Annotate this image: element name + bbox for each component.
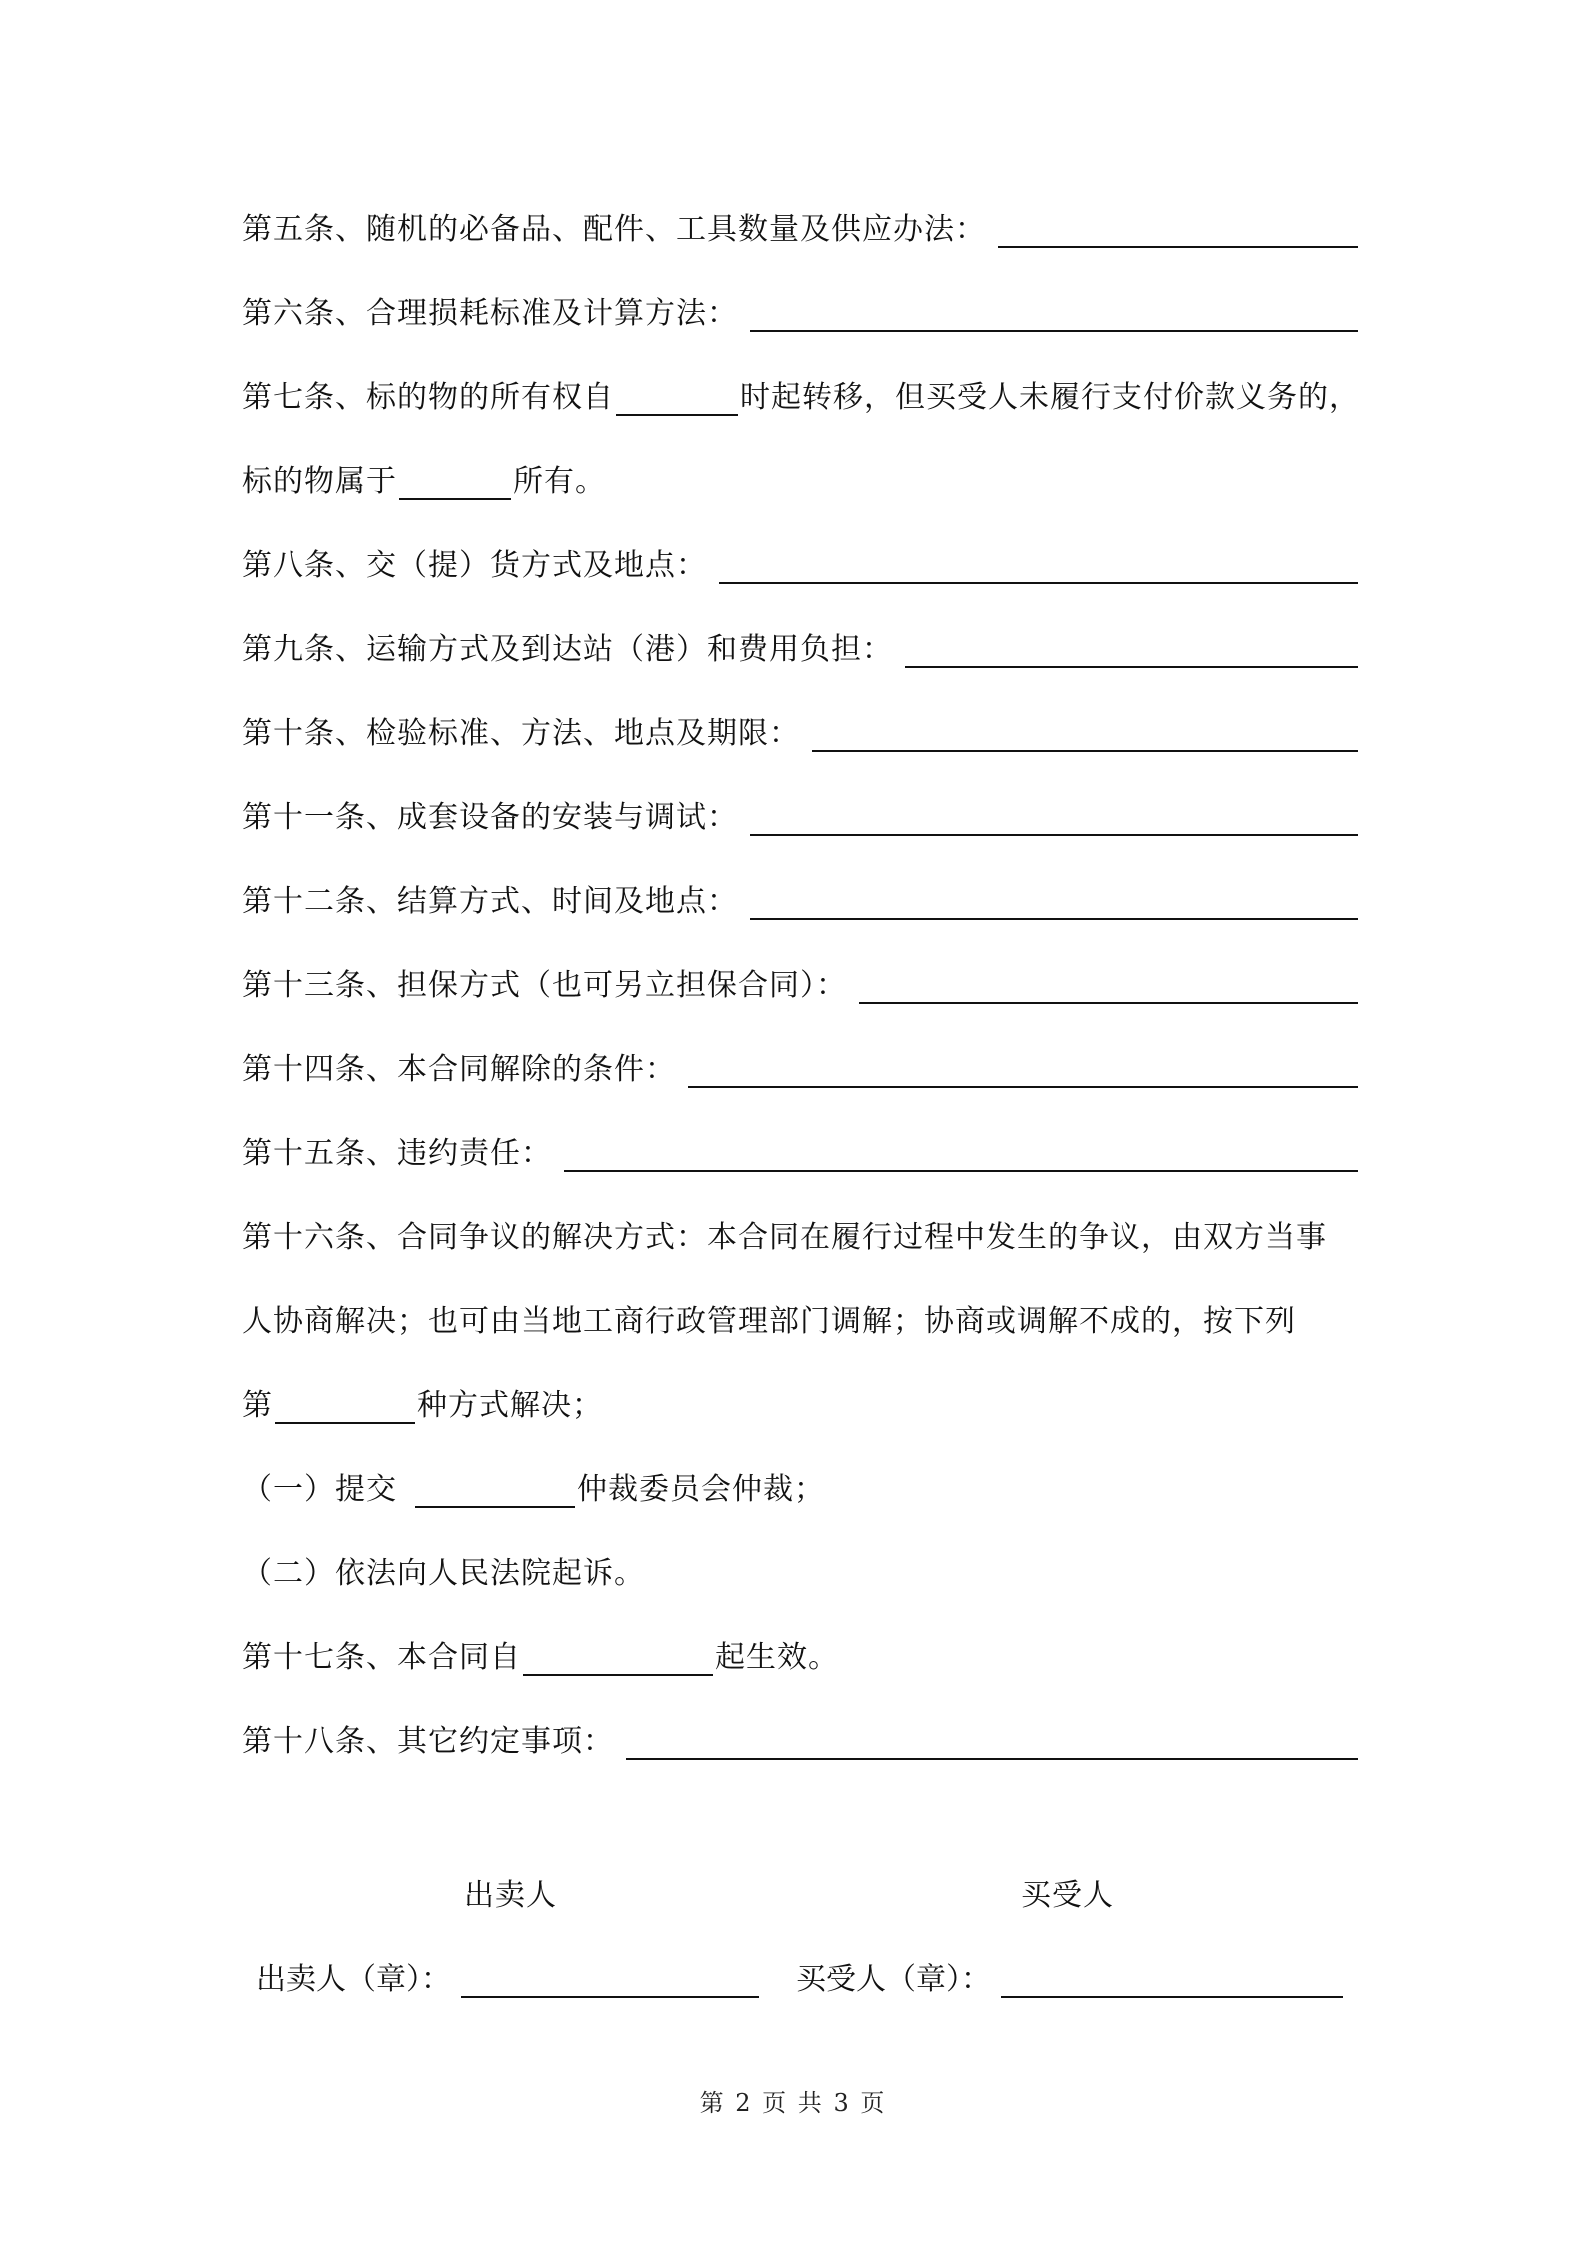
- clause-14-text: 第十四条、本合同解除的条件：: [242, 1052, 676, 1087]
- option-1-text-a: （一）提交: [242, 1472, 397, 1507]
- clause-17-text-b: 起生效。: [715, 1640, 839, 1675]
- option-1: [242, 1460, 1360, 1520]
- clause-9-text: 第九条、运输方式及到达站（港）和费用负担：: [242, 632, 893, 667]
- clause-6-blank[interactable]: [750, 296, 1358, 332]
- clause-17-text-a: 第十七条、本合同自: [242, 1640, 521, 1675]
- clause-8-text: 第八条、交（提）货方式及地点：: [242, 548, 707, 583]
- clause-7-text-a: 第七条、标的物的所有权自: [242, 380, 614, 415]
- clause-10-blank[interactable]: [812, 716, 1358, 752]
- buyer-title: 买受人: [1021, 1878, 1114, 1913]
- clause-7-text-d: 所有。: [513, 464, 606, 499]
- clause-7-owner-blank[interactable]: [399, 464, 511, 500]
- clause-16-line-2: [242, 1292, 1360, 1352]
- clause-11: [242, 788, 1360, 848]
- clause-13-text: 第十三条、担保方式（也可另立担保合同）：: [242, 968, 847, 1003]
- clause-7-text-b: 时起转移，但买受人未履行支付价款义务的，: [740, 380, 1360, 415]
- clause-5: [242, 200, 1360, 260]
- clause-18: [242, 1712, 1360, 1772]
- clause-17-effective-blank[interactable]: [523, 1640, 713, 1676]
- clause-12-text: 第十二条、结算方式、时间及地点：: [242, 884, 738, 919]
- page-number: 第 2 页 共 3 页: [699, 2089, 887, 2117]
- buyer-seal-label: 买受人（章）：: [796, 1962, 991, 1997]
- clause-9: [242, 620, 1360, 680]
- seller-seal-row: [256, 1950, 761, 2010]
- clause-13: [242, 956, 1360, 1016]
- clause-7-line-2: [242, 452, 1360, 512]
- clause-18-blank[interactable]: [626, 1724, 1358, 1760]
- seller-seal-blank[interactable]: [461, 1962, 759, 1998]
- clause-16-line-3: [242, 1376, 1360, 1436]
- option-2: [242, 1544, 1360, 1604]
- clause-6: [242, 284, 1360, 344]
- clause-14-blank[interactable]: [688, 1052, 1358, 1088]
- seller-title: 出卖人: [464, 1878, 557, 1913]
- clause-7-line-1: [242, 368, 1360, 428]
- clause-6-text: 第六条、合理损耗标准及计算方法：: [242, 296, 738, 331]
- clause-8: [242, 536, 1360, 596]
- clause-8-blank[interactable]: [719, 548, 1358, 584]
- clause-16-text-c: 第: [242, 1388, 273, 1423]
- arbitration-commission-blank[interactable]: [415, 1472, 575, 1508]
- clause-7-text-c: 标的物属于: [242, 464, 397, 499]
- option-2-text: （二）依法向人民法院起诉。: [242, 1556, 645, 1591]
- clause-16-text-d: 种方式解决；: [417, 1388, 603, 1423]
- clause-16-method-blank[interactable]: [275, 1388, 415, 1424]
- clause-16-text-b: 人协商解决；也可由当地工商行政管理部门调解；协商或调解不成的，按下列: [242, 1304, 1296, 1339]
- clause-18-text: 第十八条、其它约定事项：: [242, 1724, 614, 1759]
- clause-5-blank[interactable]: [998, 212, 1358, 248]
- option-1-text-b: 仲裁委员会仲裁；: [577, 1472, 825, 1507]
- clause-14: [242, 1040, 1360, 1100]
- clause-11-text: 第十一条、成套设备的安装与调试：: [242, 800, 738, 835]
- clause-16-line-1: [242, 1208, 1360, 1268]
- clause-12: [242, 872, 1360, 932]
- buyer-seal-row: [796, 1950, 1345, 2010]
- clause-9-blank[interactable]: [905, 632, 1358, 668]
- clause-10: [242, 704, 1360, 764]
- clause-12-blank[interactable]: [750, 884, 1358, 920]
- clause-15: [242, 1124, 1360, 1184]
- clause-10-text: 第十条、检验标准、方法、地点及期限：: [242, 716, 800, 751]
- buyer-seal-blank[interactable]: [1001, 1962, 1343, 1998]
- clause-16-text-a: 第十六条、合同争议的解决方式：本合同在履行过程中发生的争议，由双方当事: [242, 1220, 1327, 1255]
- clause-13-blank[interactable]: [859, 968, 1358, 1004]
- seller-seal-label: 出卖人（章）：: [256, 1962, 451, 1997]
- clause-15-blank[interactable]: [564, 1136, 1358, 1172]
- clause-15-text: 第十五条、违约责任：: [242, 1136, 552, 1171]
- clause-7-transfer-time-blank[interactable]: [616, 380, 738, 416]
- clause-5-text: 第五条、随机的必备品、配件、工具数量及供应办法：: [242, 212, 986, 247]
- clause-17: [242, 1628, 1360, 1688]
- clause-11-blank[interactable]: [750, 800, 1358, 836]
